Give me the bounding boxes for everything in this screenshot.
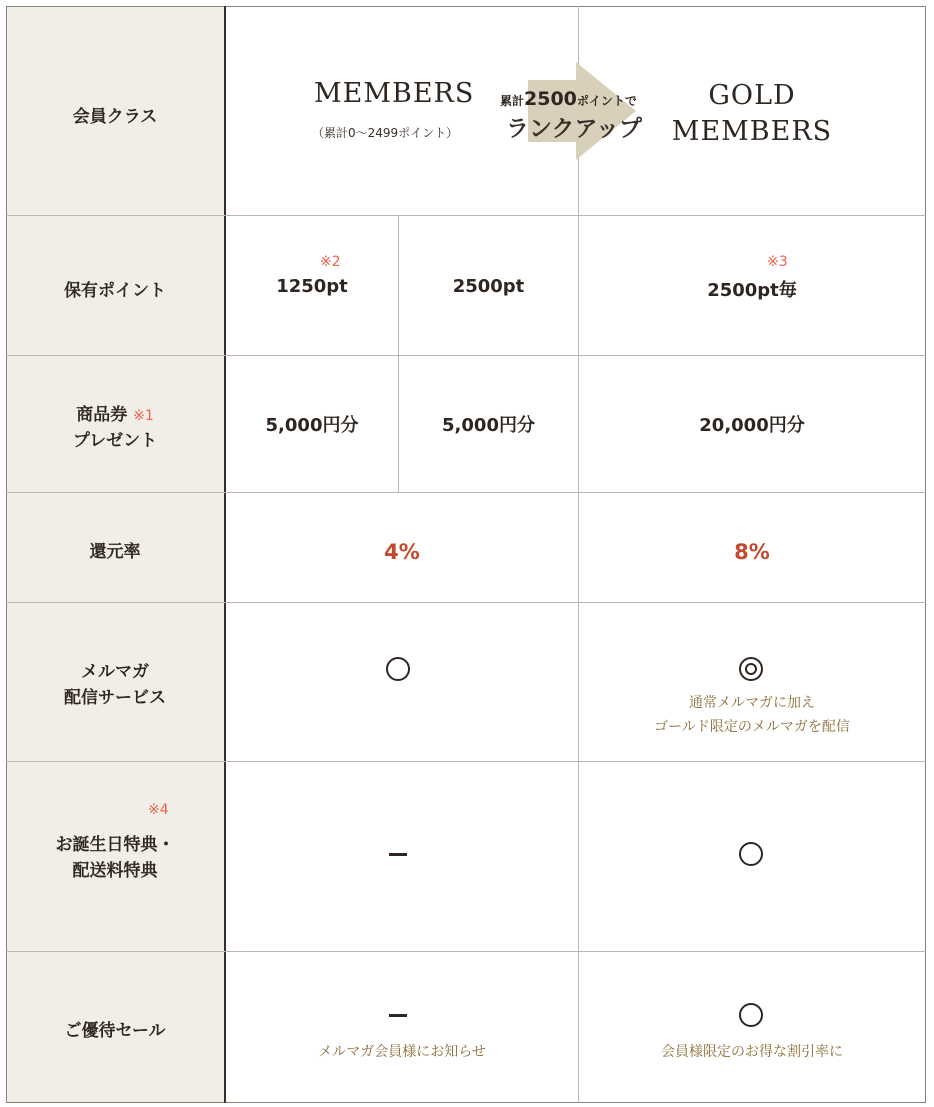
bottom-border [6,1102,926,1103]
label-line2: 配信サービス [64,688,166,708]
birthday-gold-cell [579,762,925,951]
circle-icon [386,657,410,681]
voucher-cell-a [226,356,398,492]
birthday-members-cell [226,762,578,951]
sale-gold-note: 会員様限定のお得な割引率に [661,1044,843,1060]
label-line1: お誕生日特典・ [55,835,175,855]
label-line2: プレゼント [72,431,158,451]
gold-class-name-line1: GOLD [708,80,796,111]
dash-icon [389,1014,407,1017]
row-label-return-rate [6,493,224,602]
circle-icon [739,1003,763,1027]
label-line1 [6,400,224,425]
label-text: 商品券 [76,405,128,425]
row-label-newsletter [6,603,224,761]
label-line1: メルマガ [81,662,149,682]
voucher-value: 5,000円分 [442,415,535,436]
sale-members-note: メルマガ会員様にお知らせ [318,1044,486,1060]
members-point-range: （累計0〜2499ポイント） [312,126,459,140]
label-text: 保有ポイント [64,281,166,301]
return-rate-value: 8% [734,540,770,564]
rank-up-label: ランクアップ [506,116,642,142]
newsletter-members-cell [226,603,578,761]
row-label-birthday [6,762,224,951]
right-border [925,6,926,1103]
dash-icon [389,853,407,856]
gold-class-cell [576,6,925,215]
points-cell-a [226,216,398,355]
row-label-sale [6,952,224,1102]
rank-up-post: ポイントで [576,94,637,108]
return-rate-members-cell [226,493,578,602]
label-line2: 配送料特典 [72,861,158,881]
voucher-value: 5,000円分 [265,415,359,436]
return-rate-value: 4% [384,540,420,564]
gold-class-name-line2: MEMBERS [671,116,833,147]
label-text: 還元率 [89,542,141,562]
points-value: 2500pt [452,276,525,297]
label-text: ご優待セール [64,1021,166,1041]
sale-members-cell [226,952,578,1102]
voucher-cell-b [399,356,578,492]
row-label-voucher [6,356,224,492]
label-text: 会員クラス [72,107,158,127]
rank-up-number: 2500 [524,88,577,110]
points-value: 1250pt [276,276,348,297]
return-rate-gold-cell [579,493,925,602]
points-value: 2500pt毎 [707,280,797,301]
rank-up-pre: 累計 [500,94,525,108]
circle-icon [739,842,763,866]
double-circle-inner [745,663,757,675]
newsletter-gold-cell [579,603,925,761]
footnote-mark: ※2 [320,254,341,270]
voucher-value: 20,000円分 [699,415,805,436]
row-label-points [6,216,224,355]
voucher-gold-cell [579,356,925,492]
row-label-member-class [6,6,224,215]
sale-gold-cell [579,952,925,1102]
points-gold-cell [579,216,925,355]
newsletter-gold-note-line1: 通常メルマガに加え [689,695,815,711]
newsletter-gold-note-line2: ゴールド限定のメルマガを配信 [654,719,850,735]
points-cell-b [399,216,578,355]
footnote-mark: ※1 [133,408,154,424]
double-circle-icon [739,657,763,681]
footnote-mark: ※3 [767,254,788,270]
footnote-mark: ※4 [148,802,169,818]
members-class-name: MEMBERS [314,78,475,109]
